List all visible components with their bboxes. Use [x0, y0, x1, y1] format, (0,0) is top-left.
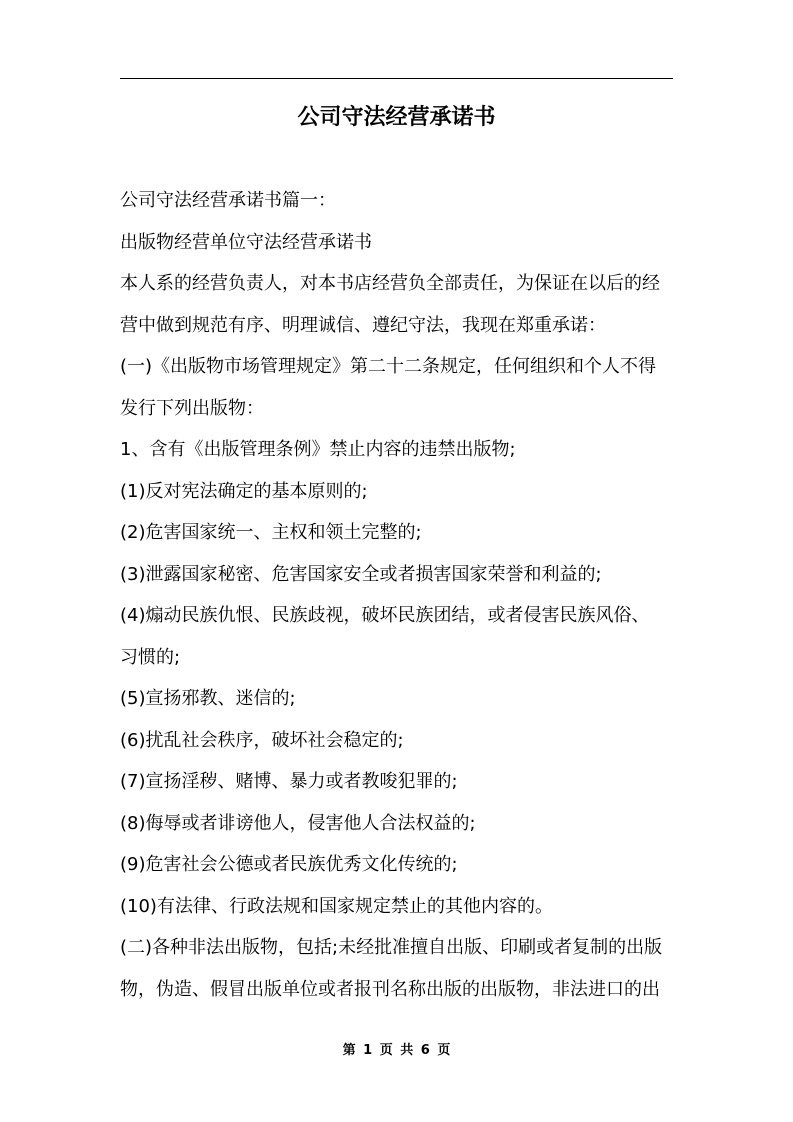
body-line: (5)宣扬邪教、迷信的; — [120, 688, 296, 709]
body-line: 公司守法经营承诺书篇一： — [120, 190, 336, 211]
body-line: (8)侮辱或者诽谤他人，侵害他人合法权益的; — [120, 812, 476, 834]
header-rule — [120, 78, 673, 79]
body-line: (6)扰乱社会秩序，破坏社会稳定的; — [120, 729, 404, 751]
body-line: (10)有法律、行政法规和国家规定禁止的其他内容的。 — [120, 895, 553, 917]
body-line: (3)泄露国家秘密、危害国家安全或者损害国家荣誉和利益的; — [120, 563, 602, 585]
body-line: (4)煽动民族仇恨、民族歧视，破坏民族团结，或者侵害民族风俗、 — [120, 605, 650, 626]
document-title: 公司守法经营承诺书 — [297, 105, 496, 130]
body-line: 出版物经营单位守法经营承诺书 — [120, 231, 372, 253]
body-line: (9)危害社会公德或者民族优秀文化传统的; — [120, 854, 458, 875]
body-line: 发行下列出版物： — [120, 397, 264, 419]
body-line: (2)危害国家统一、主权和领土完整的; — [120, 522, 422, 543]
body-line: 本人系的经营负责人，对本书店经营负全部责任，为保证在以后的经 — [120, 273, 660, 294]
document-body — [120, 180, 678, 1010]
body-line: (二)各种非法出版物，包括;未经批准擅自出版、印刷或者复制的出版 — [120, 937, 663, 958]
body-line: 习惯的; — [120, 646, 181, 668]
body-line: 物，伪造、假冒出版单位或者报刊名称出版的出版物，非法进口的出 — [120, 978, 660, 1000]
body-line: 营中做到规范有序、明理诚信、遵纪守法，我现在郑重承诺： — [120, 314, 606, 336]
body-line: 1、含有《出版管理条例》禁止内容的违禁出版物; — [120, 439, 516, 460]
page-number-footer: 第 1 页 共 6 页 — [342, 1043, 451, 1058]
body-line: (1)反对宪法确定的基本原则的; — [120, 480, 368, 502]
body-line: (一)《出版物市场管理规定》第二十二条规定，任何组织和个人不得 — [120, 356, 657, 377]
body-line: (7)宣扬淫秽、赌博、暴力或者教唆犯罪的; — [120, 771, 458, 792]
